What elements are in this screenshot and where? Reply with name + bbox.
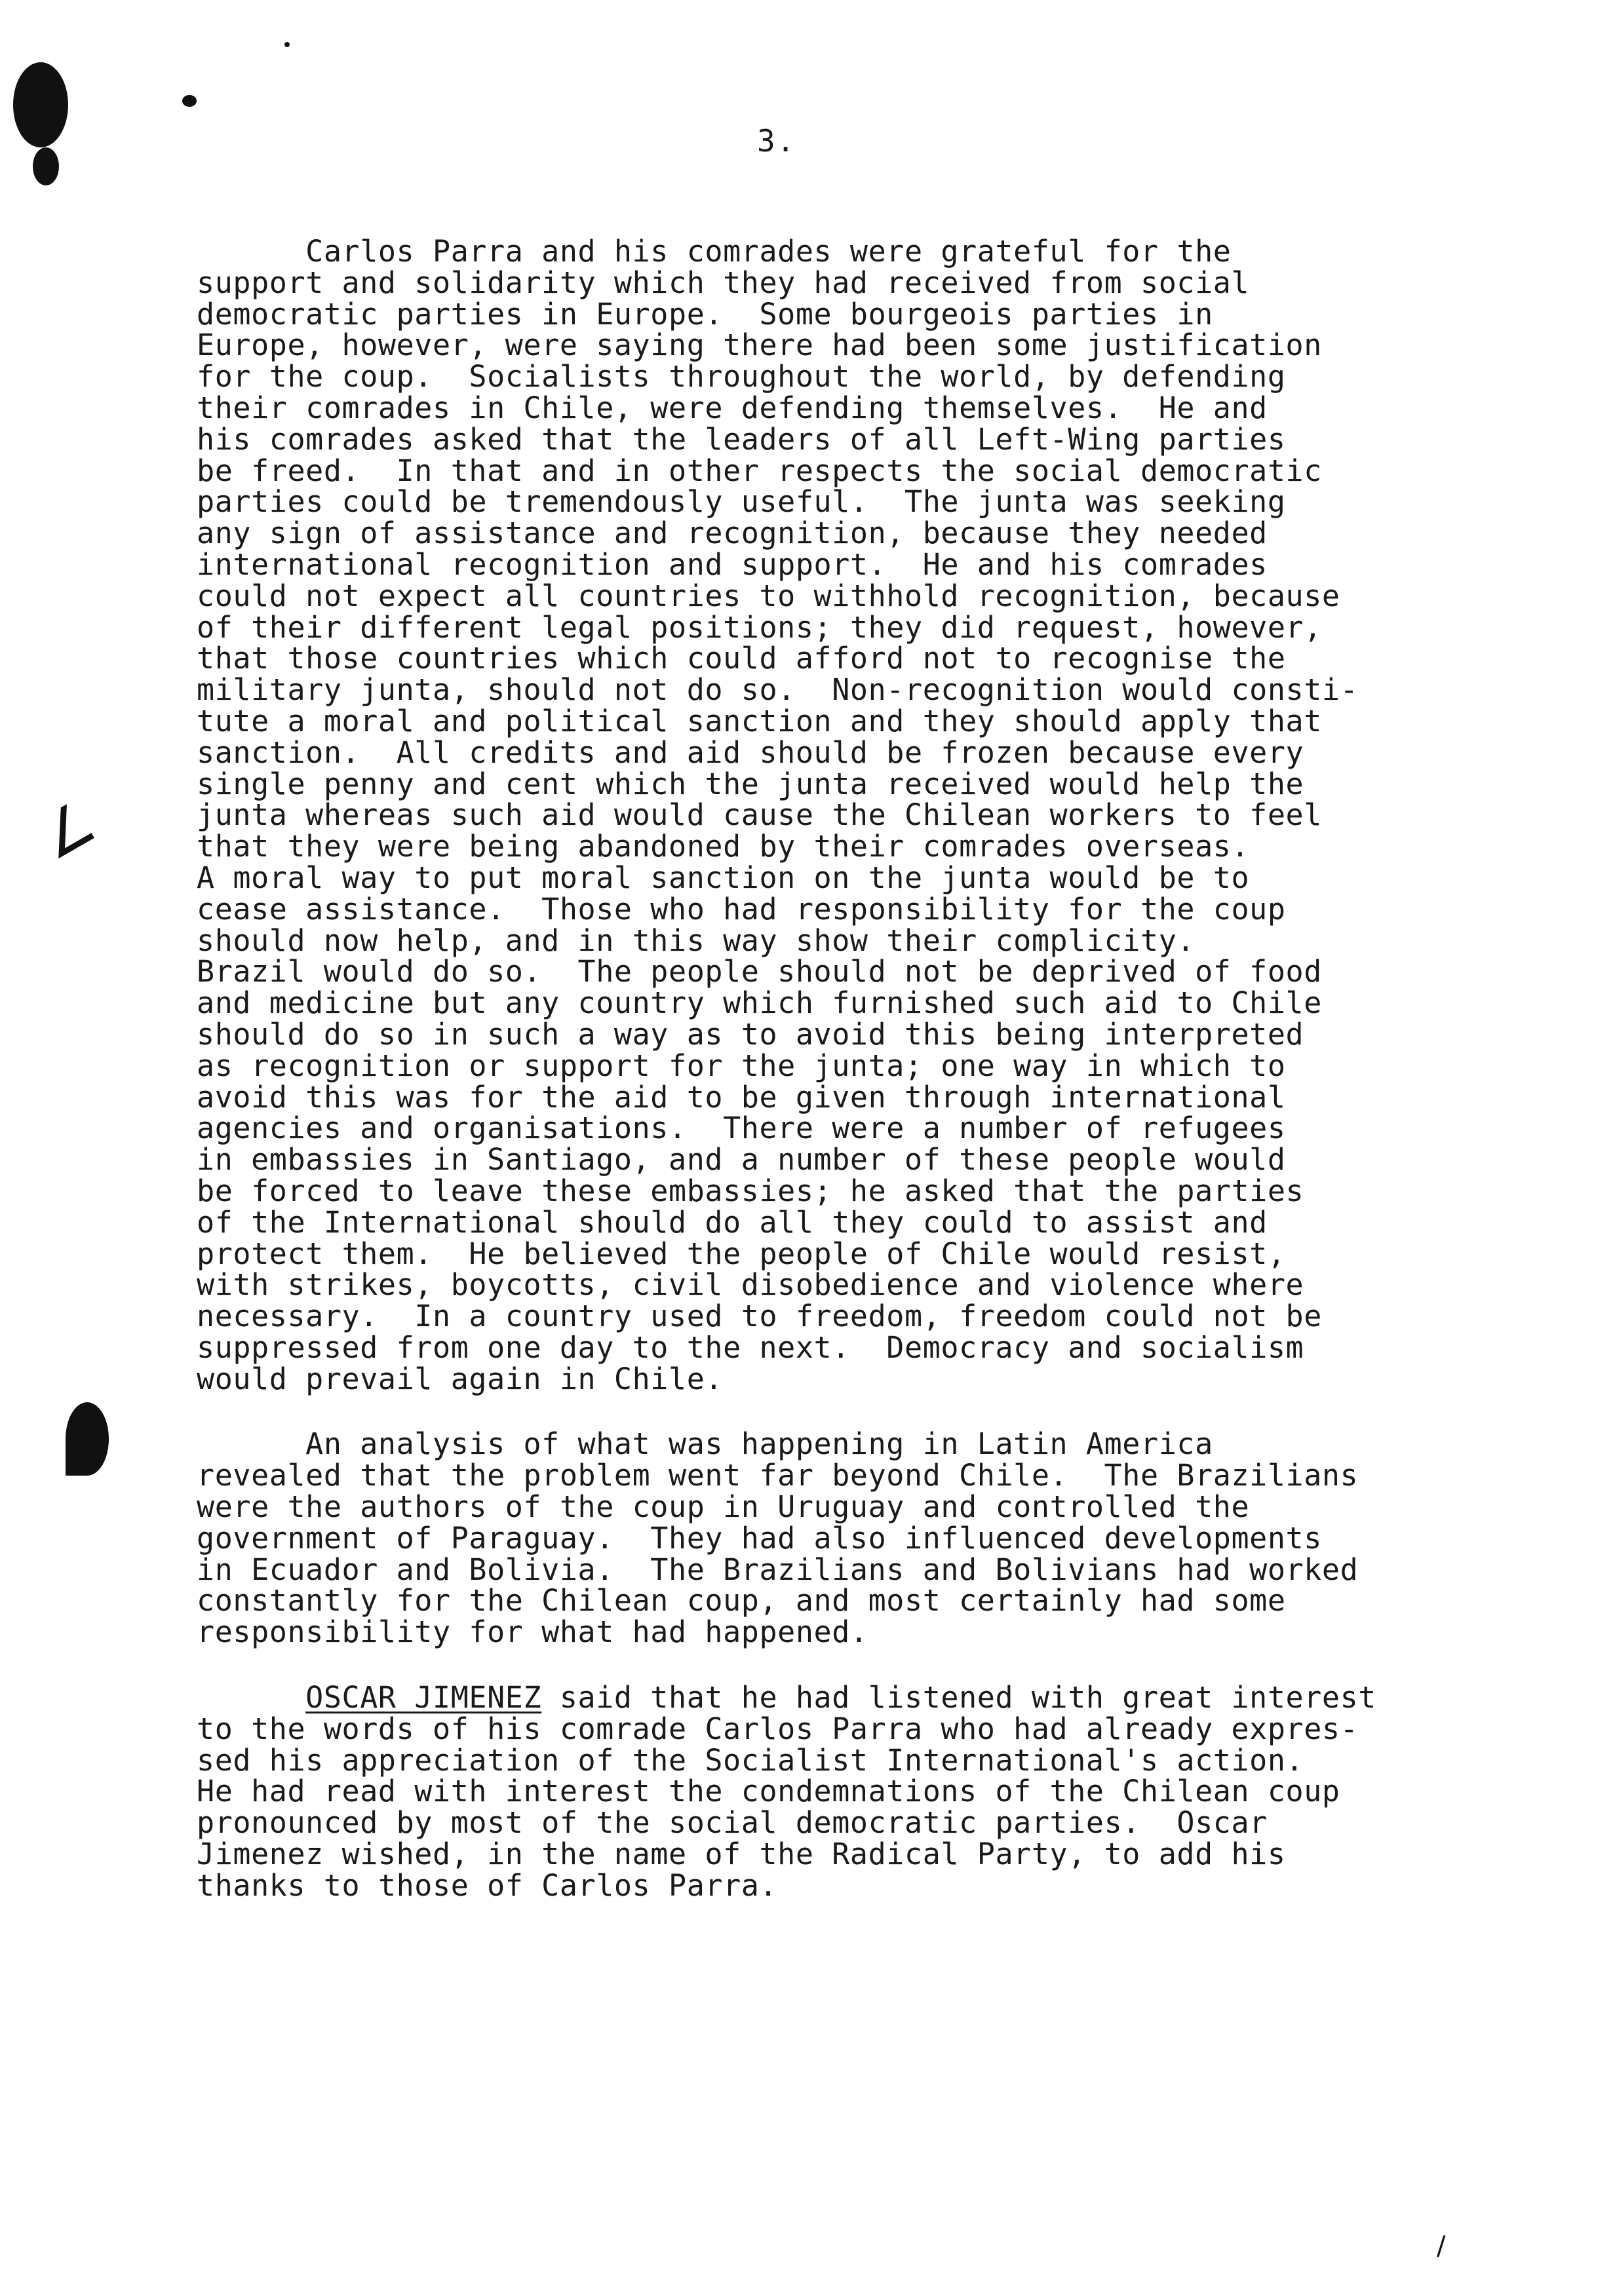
text-line: parties could be tremendously useful. The junta was seeking	[197, 484, 1286, 520]
text-line: He had read with interest the condemnations of the Chilean coup	[197, 1774, 1340, 1809]
punch-hole-bottom	[66, 1402, 109, 1476]
text-line: any sign of assistance and recognition, because they needed	[197, 516, 1268, 551]
text-line: Europe, however, were saying there had been some justification	[197, 328, 1322, 363]
text-line: sanction. All credits and aid should be frozen because every	[197, 735, 1304, 770]
text-line: avoid this was for the aid to be given through international	[197, 1079, 1286, 1115]
punch-hole-top	[13, 62, 68, 147]
text-line: that they were being abandoned by their comrades overseas.	[197, 829, 1250, 864]
text-line: suppressed from one day to the next. Democracy and socialism	[197, 1330, 1304, 1365]
text-line: sed his appreciation of the Socialist International's action.	[197, 1742, 1304, 1778]
text-line: agencies and organisations. There were a number of refugees	[197, 1111, 1286, 1146]
punch-hole-top-small	[33, 147, 59, 185]
text-line: as recognition or support for the junta; one way in which to	[197, 1048, 1286, 1083]
text-line: should now help, and in this way show their complicity.	[197, 923, 1196, 958]
text-line: tute a moral and political sanction and they should apply that	[197, 703, 1322, 738]
text-line: for the coup. Socialists throughout the world, by defending	[197, 359, 1286, 394]
ink-dot	[284, 42, 290, 47]
text-line: their comrades in Chile, were defending themselves. He and	[197, 390, 1268, 425]
text-line: were the authors of the coup in Uruguay and controlled the	[197, 1489, 1250, 1525]
paragraph-latin-america	[197, 1428, 1442, 1648]
paragraph-carlos-parra	[197, 236, 1442, 1394]
text-line: democratic parties in Europe. Some bourgeois parties in	[197, 296, 1213, 332]
text-line: Jimenez wished, in the name of the Radical Party, to add his	[197, 1837, 1286, 1872]
text-line: revealed that the problem went far beyond Chile. The Brazilians	[197, 1458, 1359, 1493]
text-line: international recognition and support. He and his comrades	[197, 546, 1268, 582]
paragraph-oscar-jimenez	[197, 1682, 1442, 1902]
text-line: said that he had listened with great interest	[541, 1680, 1377, 1715]
margin-mark-bottom-right: /	[1437, 2231, 1446, 2261]
text-line: in embassies in Santiago, and a number of these people would	[197, 1142, 1286, 1177]
text-line: could not expect all countries to withhold recognition, because	[197, 578, 1340, 613]
text-line: Carlos Parra and his comrades were grateful for the	[197, 234, 1232, 269]
text-line: that those countries which could afford not to recognise the	[197, 641, 1286, 676]
text-line: Brazil would do so. The people should not be deprived of food	[197, 954, 1322, 989]
text-line: and medicine but any country which furnished such aid to Chile	[197, 985, 1322, 1021]
margin-mark-upper: ∠	[27, 787, 107, 874]
text-line: An analysis of what was happening in Latin America	[197, 1426, 1213, 1462]
text-line: be forced to leave these embassies; he asked that the parties	[197, 1173, 1304, 1208]
text-line: be freed. In that and in other respects the social democratic	[197, 453, 1322, 488]
text-line: pronounced by most of the social democratic parties. Oscar	[197, 1805, 1268, 1841]
text-line: responsibility for what had happened.	[197, 1615, 868, 1650]
text-line: single penny and cent which the junta received would help the	[197, 766, 1304, 801]
text-line: protect them. He believed the people of Chile would resist,	[197, 1236, 1286, 1271]
text-line: cease assistance. Those who had responsibility for the coup	[197, 891, 1286, 927]
page-number: 3.	[757, 123, 796, 159]
text-line: necessary. In a country used to freedom, freedom could not be	[197, 1299, 1322, 1334]
indent	[197, 1680, 305, 1715]
text-line: thanks to those of Carlos Parra.	[197, 1867, 778, 1903]
text-line: with strikes, boycotts, civil disobedience and violence where	[197, 1267, 1304, 1303]
text-line: of their different legal positions; they did request, however,	[197, 609, 1322, 645]
document-body	[197, 236, 1442, 1902]
text-line: of the International should do all they could to assist and	[197, 1204, 1268, 1240]
text-line: would prevail again in Chile.	[197, 1361, 724, 1396]
speaker-name: OSCAR JIMENEZ	[305, 1680, 542, 1715]
text-line: A moral way to put moral sanction on the junta would be to	[197, 860, 1250, 895]
ink-speck	[182, 95, 197, 107]
text-line: should do so in such a way as to avoid this being interpreted	[197, 1016, 1304, 1052]
text-line: to the words of his comrade Carlos Parra who had already expres-	[197, 1711, 1359, 1746]
text-line: support and solidarity which they had received from social	[197, 265, 1250, 300]
text-line: military junta, should not do so. Non-recognition would consti-	[197, 672, 1359, 708]
text-line: in Ecuador and Bolivia. The Brazilians and Bolivians had worked	[197, 1552, 1359, 1587]
text-line: constantly for the Chilean coup, and most certainly had some	[197, 1583, 1286, 1618]
text-line: government of Paraguay. They had also influenced developments	[197, 1520, 1322, 1556]
text-line: his comrades asked that the leaders of all Left-Wing parties	[197, 421, 1286, 457]
text-line: junta whereas such aid would cause the Chilean workers to feel	[197, 797, 1322, 833]
